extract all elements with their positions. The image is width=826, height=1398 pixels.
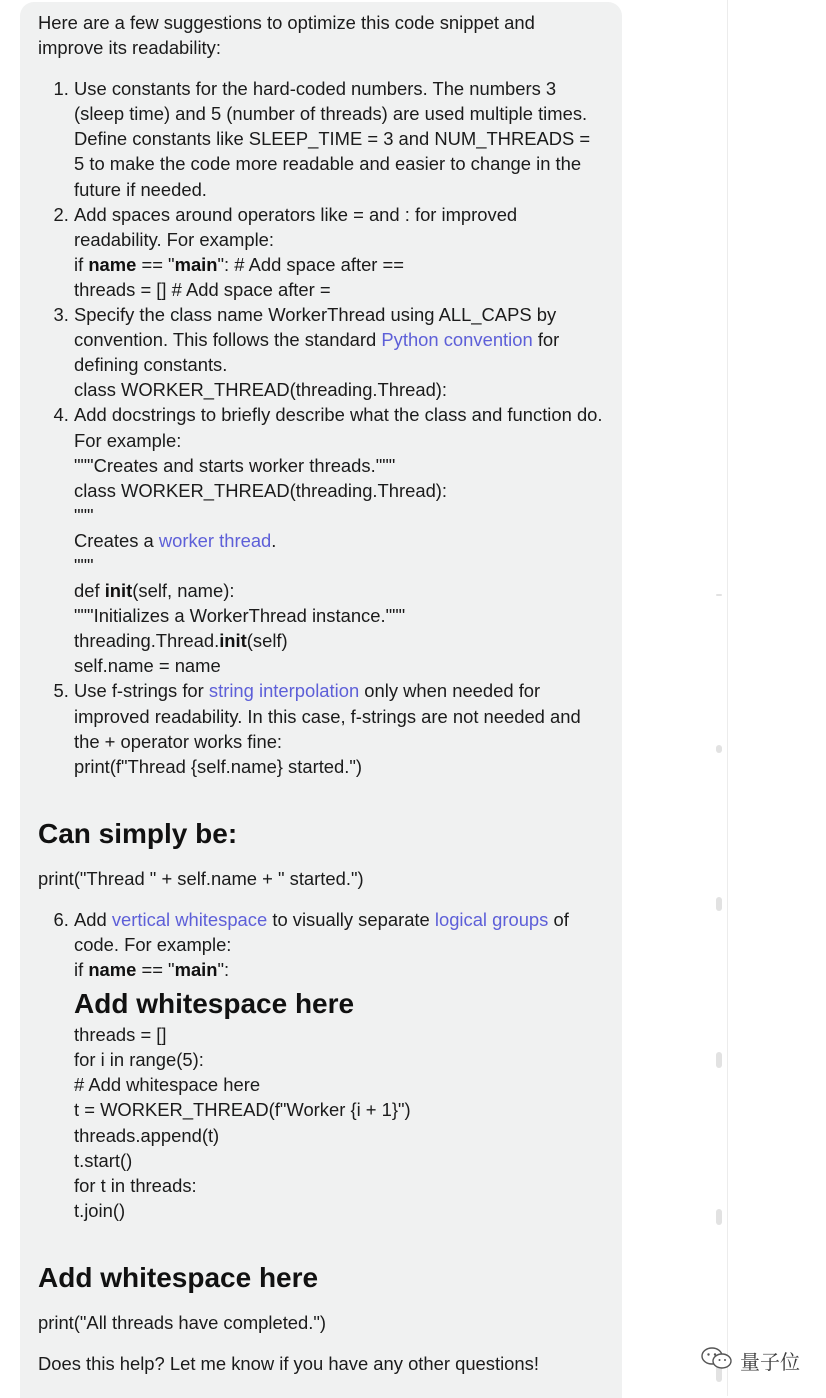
code-line: t.start(): [74, 1149, 133, 1171]
suggestion-list-continued: [38, 907, 605, 1223]
code-line: if name == "main":: [74, 959, 230, 981]
code-line: self.name = name: [74, 655, 221, 677]
code-line: for t in threads:: [74, 1174, 197, 1196]
closing-text: Does this help? Let me know if you have any other questions!: [38, 1353, 539, 1375]
item-text: Use constants for the hard-coded numbers. The numbers 3 (sleep time) and 5 (number of threads) are used multiple times. Define constants like SLEEP_TIME = 3 and NUM_THREADS = 5 to make the code more readable and easier to change in the future if needed.: [74, 78, 591, 200]
list-item: 6. Add vertical whitespace to visually separate logical groups of code. For example: if name == "main": Add whitespace here threads = [] for i in range(5): # Add whitespace here t = WORKER_THREAD(f"Worker {i + 1}") threads.append(t) t.start() for t in threads: t.join(): [74, 907, 605, 1223]
heading-add-whitespace: Add whitespace here: [38, 1261, 319, 1293]
panel-divider: [727, 0, 728, 1396]
item-text: Add spaces around operators like = and : for improved readability. For example:: [74, 203, 518, 250]
code-line: if name == "main": # Add space after ==: [74, 253, 405, 275]
code-line: class WORKER_THREAD(threading.Thread):: [74, 479, 448, 501]
logical-groups-link[interactable]: logical groups: [434, 908, 549, 930]
code-line: for i in range(5):: [74, 1049, 204, 1071]
worker-thread-link[interactable]: worker thread: [158, 529, 272, 551]
scroll-marker: [716, 745, 722, 753]
inline-heading-whitespace: Add whitespace here: [74, 988, 355, 1020]
code-line: """Initializes a WorkerThread instance.""": [74, 605, 406, 627]
suggestion-list: [38, 76, 605, 779]
code-line: threads.append(t): [74, 1124, 220, 1146]
vertical-whitespace-link[interactable]: vertical whitespace: [111, 908, 268, 930]
code-line: """: [74, 554, 94, 576]
chat-response-bubble: [20, 2, 622, 1398]
string-interpolation-link[interactable]: string interpolation: [208, 680, 360, 702]
code-line: Creates a worker thread.: [74, 529, 277, 551]
watermark-text: 量子位: [740, 1349, 800, 1374]
item-text: Add: [74, 908, 112, 930]
code-line: print(f"Thread {self.name} started."): [74, 755, 363, 777]
intro-text: Here are a few suggestions to optimize this code snippet and improve its readability:: [38, 12, 535, 59]
item-text: Use f-strings for: [74, 680, 209, 702]
code-line: """Creates and starts worker threads.""": [74, 454, 396, 476]
wechat-icon: [700, 1346, 734, 1375]
code-paragraph: print("All threads have completed."): [38, 1311, 327, 1333]
watermark: [700, 1346, 800, 1374]
code-line: class WORKER_THREAD(threading.Thread):: [74, 379, 448, 401]
scroll-marker: [716, 1209, 722, 1225]
code-line: # Add whitespace here: [74, 1074, 261, 1096]
list-item: [74, 202, 605, 302]
code-line: threading.Thread.init(self): [74, 630, 288, 652]
code-line: t = WORKER_THREAD(f"Worker {i + 1}"): [74, 1099, 411, 1121]
code-line: t.join(): [74, 1199, 126, 1221]
item-text: Specify the class name WorkerThread using ALL_CAPS by convention. This follows the standard: [74, 304, 557, 351]
python-convention-link[interactable]: Python convention: [381, 329, 533, 351]
heading-can-simply-be: Can simply be:: [38, 817, 238, 849]
scroll-marker: [716, 897, 722, 911]
scroll-marker: [716, 1052, 722, 1068]
scroll-marker: [716, 594, 722, 596]
list-item: 5. Use f-strings for string interpolation only when needed for improved readability. In this case, f-strings are not needed and the + operator works fine: print(f"Thread {self.name} started."): [74, 678, 605, 778]
item-text: Add docstrings to briefly describe what the class and function do. For example:: [74, 404, 603, 451]
code-line: threads = [] # Add space after =: [74, 278, 331, 300]
code-line: def init(self, name):: [74, 580, 235, 602]
list-item: [74, 76, 605, 201]
list-item: 3. Specify the class name WorkerThread using ALL_CAPS by convention. This follows the standard Python convention for defining constants. class WORKER_THREAD(threading.Thread):: [74, 302, 605, 402]
code-paragraph: print("Thread " + self.name + " started."): [38, 867, 364, 889]
code-line: """: [74, 504, 94, 526]
list-item: [74, 402, 605, 678]
code-line: threads = []: [74, 1024, 167, 1046]
